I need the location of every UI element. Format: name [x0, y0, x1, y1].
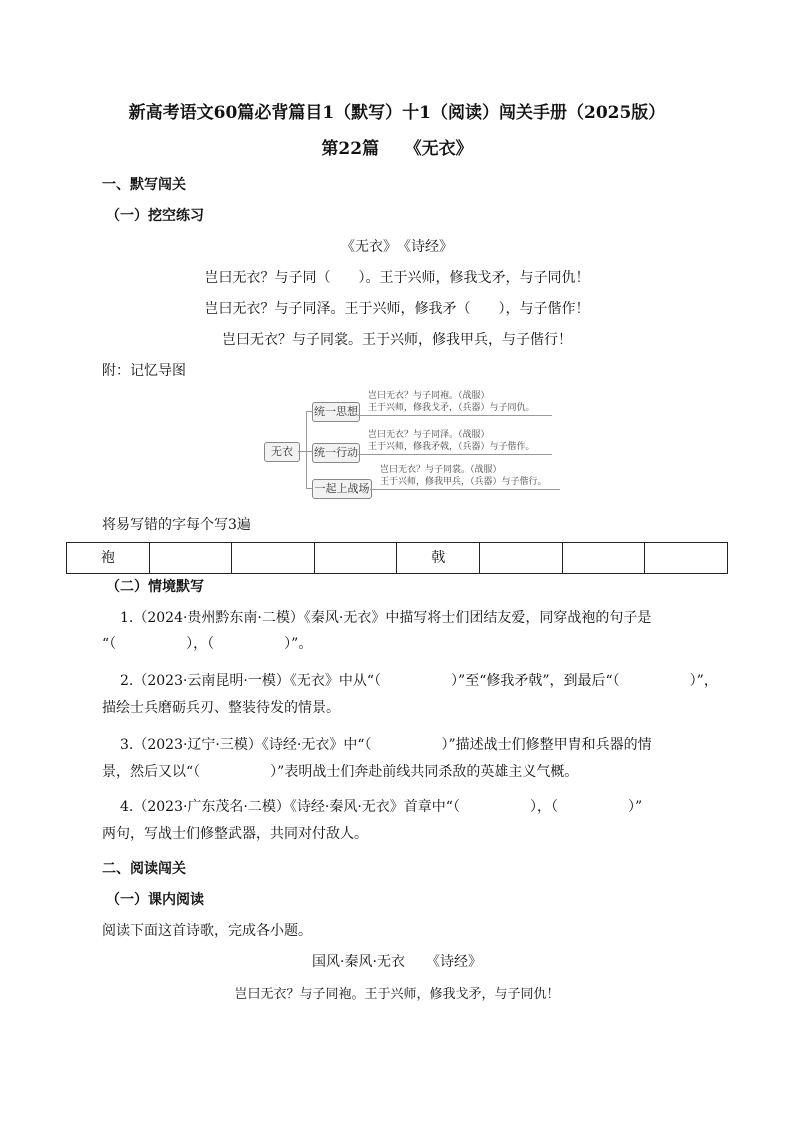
reading-sub1-heading: （一）课内阅读: [106, 892, 204, 908]
mindmap-connector: [306, 411, 307, 488]
reading-poem-header: 国风·秦风·无衣 《诗经》: [312, 954, 482, 970]
mindmap-branch-3: 一起上战场: [312, 479, 372, 499]
grid-cell[interactable]: [480, 543, 563, 574]
question-3-line-1: 3.（2023·辽宁·三模）《诗经·无衣》中“（ ）”描述战士们修整甲胄和兵器的情: [120, 737, 652, 753]
sub1-heading: （一）挖空练习: [106, 208, 204, 224]
reading-poem-line-1: 岂曰无衣？与子同袍。王于兴师，修我戈矛，与子同仇！: [234, 987, 560, 1002]
grid-cell[interactable]: 袍: [67, 543, 150, 574]
sub2-heading: （二）情境默写: [106, 579, 204, 595]
mindmap-underline: [358, 454, 552, 455]
grid-cell[interactable]: [149, 543, 232, 574]
poem-line-2: 岂曰无衣？与子同泽。王于兴师，修我矛（ ），与子偕作！: [204, 301, 590, 317]
mindmap-branch-1: 统一思想: [312, 402, 360, 422]
question-2-line-1: 2.（2023·云南昆明·一模）《无衣》中从“（ ）”至“修我矛戟”，到最后“（ ）”，: [120, 673, 718, 689]
grid-cell[interactable]: 戟: [397, 543, 480, 574]
grid-cell[interactable]: [645, 543, 728, 574]
poem-line-3: 岂曰无衣？与子同裳。王于兴师，修我甲兵，与子偕行！: [222, 332, 572, 348]
grid-cell[interactable]: [562, 543, 645, 574]
mindmap-underline: [370, 489, 560, 490]
mindmap-root: 无衣: [264, 442, 300, 462]
grid-cell[interactable]: [314, 543, 397, 574]
question-2-line-2: 描绘士兵磨砺兵刃、整装待发的情景。: [102, 700, 340, 716]
grid-cell[interactable]: [232, 543, 315, 574]
section2-heading: 二、阅读闯关: [102, 861, 186, 877]
question-1-line-2: “（ ），（ ）”。: [102, 636, 313, 652]
mindmap-branch-3-line1: 岂曰无衣？与子同裳。（战服）: [380, 465, 502, 475]
poem-header: 《无衣》 《诗经》: [341, 239, 453, 255]
writing-grid: [66, 542, 728, 574]
question-3-line-2: 景，然后又以“（ ）”表明战士们奔赴前线共同杀敌的英雄主义气概。: [102, 764, 579, 780]
mindmap-branch-2: 统一行动: [312, 443, 360, 463]
reading-instruction: 阅读下面这首诗歌，完成各小题。: [102, 923, 312, 939]
document-subtitle: 第22篇 《无衣》: [321, 139, 473, 159]
poem-line-1: 岂曰无衣？与子同（ ）。王于兴师，修我戈矛，与子同仇！: [204, 270, 590, 286]
section1-heading: 一、默写闯关: [102, 177, 186, 193]
question-4-line-2: 两句，写战士们修整武器，共同对付敌人。: [102, 826, 368, 842]
question-4-line-1: 4.（2023·广东茂名·二模）《诗经·秦风·无衣》首章中“（ ），（ ）”: [120, 799, 643, 815]
mindmap-branch-2-line2: 王于兴师，修我矛戟，（兵器）与子偕作。: [368, 442, 535, 452]
mindmap-branch-1-line1: 岂曰无衣？与子同袍。（战服）: [368, 391, 490, 401]
attach-label: 附：记忆导图: [102, 363, 186, 379]
mindmap-underline: [358, 415, 552, 416]
mindmap-branch-2-line1: 岂曰无衣？与子同泽。（战服）: [368, 430, 490, 440]
document-title: 新高考语文60篇必背篇目1（默写）十1（阅读）闯关手册（2025版）: [128, 103, 666, 123]
write-instruction: 将易写错的字每个写3遍: [102, 517, 251, 533]
question-1-line-1: 1.（2024·贵州黔东南·二模）《秦风·无衣》中描写将士们团结友爱，同穿战袍的句子是: [120, 610, 652, 626]
mindmap-connector: [298, 451, 306, 452]
mindmap-branch-1-line2: 王于兴师，修我戈矛，（兵器）与子同仇。: [368, 403, 535, 413]
mindmap-branch-3-line2: 王于兴师，修我甲兵，（兵器）与子偕行。: [380, 477, 547, 487]
